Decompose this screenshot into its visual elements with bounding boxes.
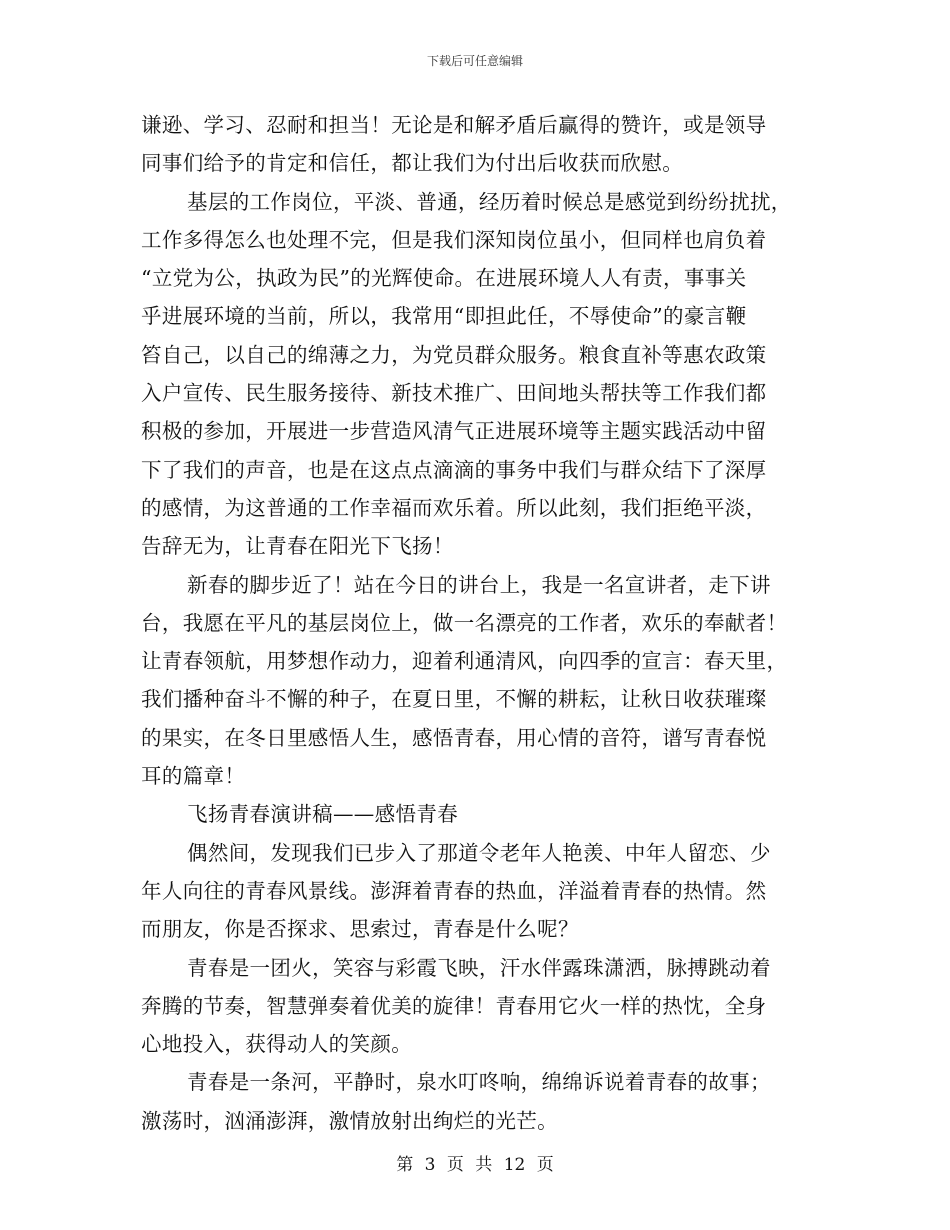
text-line: 年人向往的青春风景线。澎湃着青春的热血，洋溢着青春的热情。然 <box>141 878 767 903</box>
text-line: 我们播种奋斗不懈的种子，在夏日里，不懈的耕耘，让秋日收获璀璨 <box>141 687 767 712</box>
text-line: 激荡时，汹涌澎湃，激情放射出绚烂的光芒。 <box>141 1108 558 1133</box>
text-line: 工作多得怎么也处理不完，但是我们深知岗位虽小，但同样也肩负着 <box>141 227 767 252</box>
text-line: 谦逊、学习、忍耐和担当！无论是和解矛盾后赢得的赞许，或是领导 <box>141 113 767 137</box>
text-line: “立党为公，执政为民”的光辉使命。在进展环境人人有责，事事关 <box>141 266 747 291</box>
text-line: 而朋友，你是否探求、思索过，青春是什么呢？ <box>141 917 579 942</box>
page-footer: 第 3 页 共 12 页 <box>396 1155 554 1175</box>
paragraph-start-line: 基层的工作岗位，平淡、普通，经历着时候总是感觉到纷纷扰扰， <box>187 189 792 214</box>
text-line: 笞自己，以自己的绵薄之力，为党员群众服务。粮食直补等惠农政策 <box>141 342 767 367</box>
text-line: 入户宣传、民生服务接待、新技术推广、田间地头帮扶等工作我们都 <box>141 381 767 406</box>
page-header: 下载后可任意编辑 <box>426 54 523 68</box>
text-line: 台，我愿在平凡的基层岗位上，做一名漂亮的工作者，欢乐的奉献者！ <box>141 610 788 635</box>
text-line: 让青春领航，用梦想作动力，迎着利通清风，向四季的宣言：春天里， <box>141 649 788 674</box>
paragraph-start-line: 青春是一条河，平静时，泉水叮咚响，绵绵诉说着青春的故事； <box>187 1070 771 1095</box>
text-line: 的感情，为这普通的工作幸福而欢乐着。所以此刻，我们拒绝平淡， <box>141 495 767 520</box>
section-title: 飞扬青春演讲稿——感悟青春 <box>187 802 459 827</box>
text-line: 积极的参加，开展进一步营造风清气正进展环境等主题实践活动中留 <box>141 419 767 444</box>
text-line: 乎进展环境的当前，所以，我常用“即担此任，不辱使命”的豪言鞭 <box>141 304 747 329</box>
text-line: 的果实，在冬日里感悟人生，感悟青春，用心情的音符，谱写青春悦 <box>141 725 767 750</box>
document-body <box>141 106 811 1140</box>
text-line: 奔腾的节奏，智慧弹奏着优美的旋律！青春用它火一样的热忱，全身 <box>141 993 767 1018</box>
text-line: 耳的篇章！ <box>141 764 246 789</box>
paragraph-start-line: 偶然间，发现我们已步入了那道令老年人艳羡、中年人留恋、少 <box>187 840 771 865</box>
text-line: 同事们给予的肯定和信任，都让我们为付出后收获而欣慰。 <box>141 151 684 176</box>
text-line: 告辞无为，让青春在阳光下飞扬！ <box>141 534 454 559</box>
text-line: 下了我们的声音，也是在这点点滴滴的事务中我们与群众结下了深厚 <box>141 457 767 482</box>
paragraph-start-line: 新春的脚步近了！站在今日的讲台上，我是一名宣讲者，走下讲 <box>187 572 771 597</box>
text-line: 心地投入，获得动人的笑颜。 <box>141 1032 413 1057</box>
paragraph-start-line: 青春是一团火，笑容与彩霞飞映，汗水伴露珠潇洒，脉搏跳动着 <box>187 955 771 980</box>
